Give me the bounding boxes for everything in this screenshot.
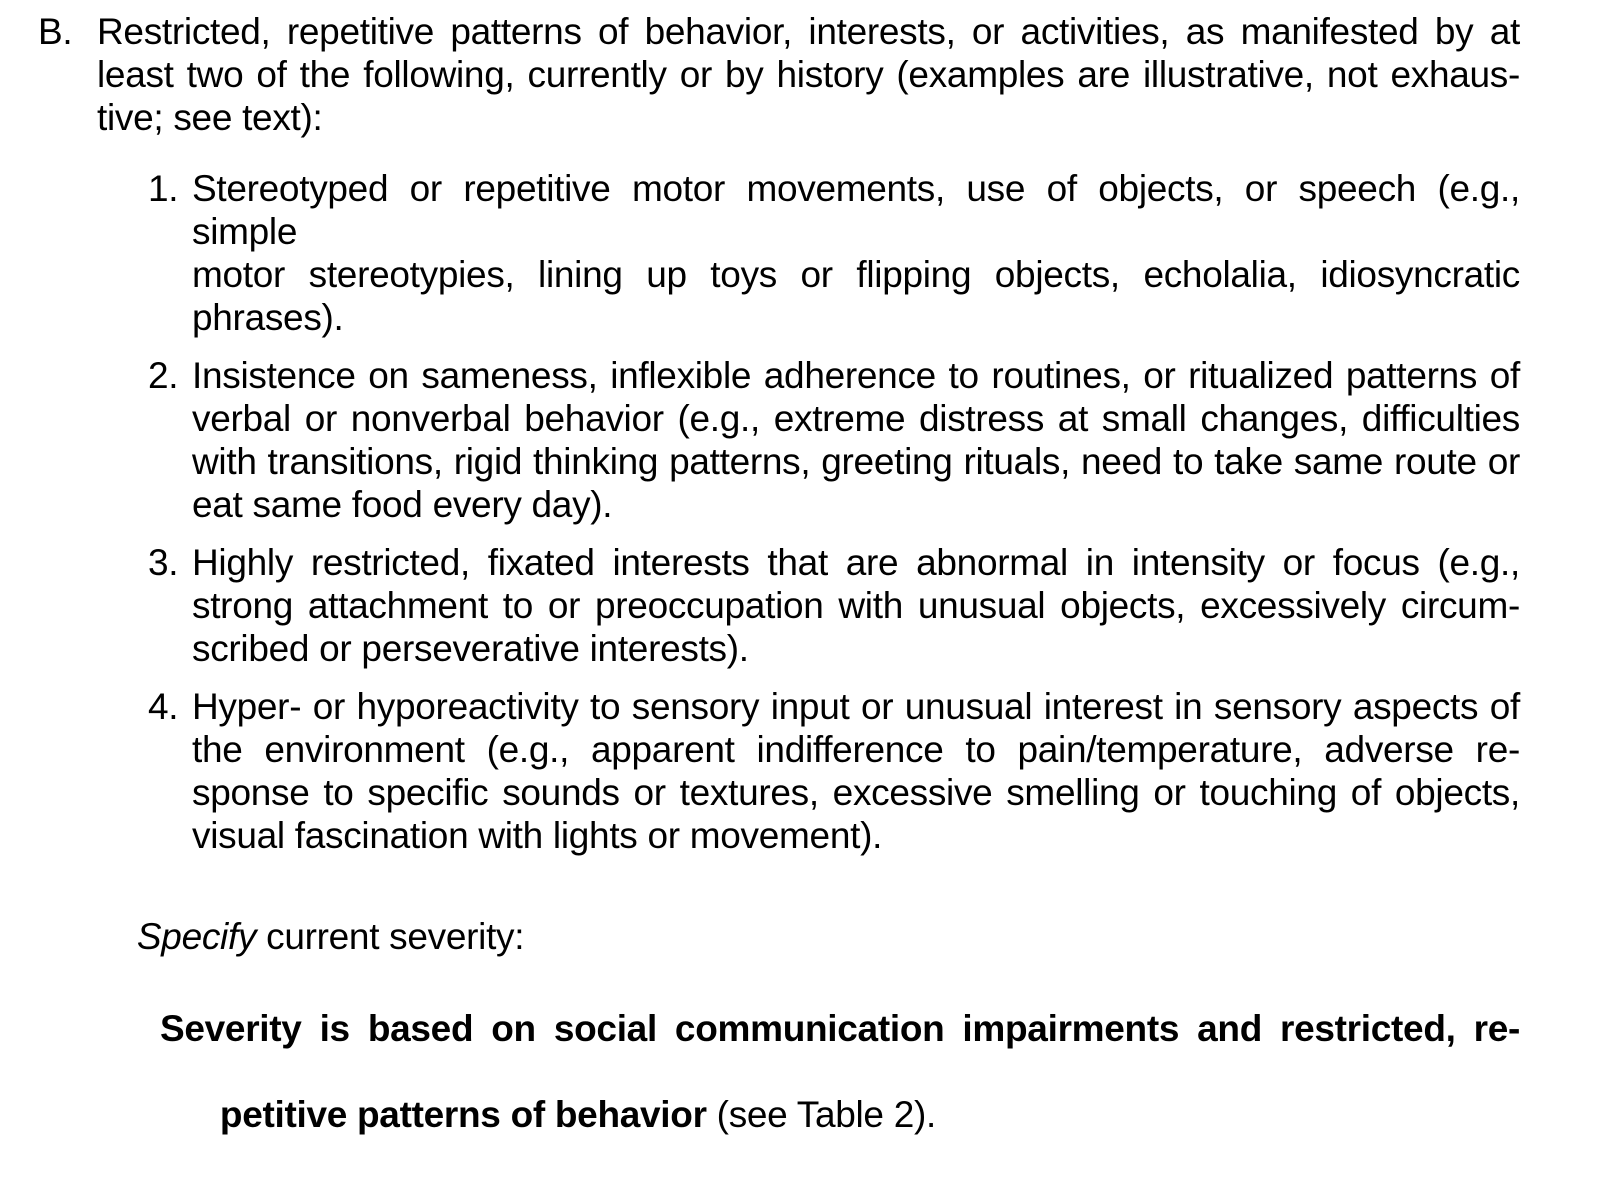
item-2-line-1: Insistence on sameness, inflexible adherence to routines, or ritualized patterns of: [192, 355, 1520, 396]
item-2-text: [192, 354, 1520, 526]
item-2-line-4: eat same food every day).: [192, 484, 613, 525]
item-3-line-1: Highly restricted, fixated interests that are abnormal in intensity or focus (e.g.,: [192, 542, 1520, 583]
severity-line-2-regular: (see Table 2).: [706, 1094, 936, 1135]
item-4-line-1: Hyper- or hyporeactivity to sensory input or unusual interest in sensory aspects of: [192, 686, 1520, 727]
list-item-2: [148, 354, 1520, 526]
item-3-number: 3.: [148, 542, 179, 583]
item-4-text: [192, 685, 1520, 857]
criterion-b-line-3: tive; see text):: [97, 97, 323, 138]
item-3-line-2: strong attachment to or preoccupation with unusual objects, excessively circum-: [192, 585, 1520, 626]
criterion-b-label: B.: [38, 11, 73, 52]
specify-rest-text: current severity:: [256, 916, 525, 957]
severity-line-1: Severity is based on social communication impairments and restricted, re-: [160, 1008, 1520, 1049]
item-1-line-2: motor stereotypies, lining up toys or flipping objects, echolalia, idiosyncratic: [192, 254, 1520, 295]
item-2-number: 2.: [148, 355, 179, 396]
criterion-b: [38, 10, 1520, 139]
item-3-text: [192, 541, 1520, 670]
criterion-b-line-1: Restricted, repetitive patterns of behavior, interests, or activities, as manifested by at: [97, 11, 1520, 52]
item-4-line-2: the environment (e.g., apparent indifference to pain/temperature, adverse re-: [192, 729, 1520, 770]
item-4-line-3: sponse to specific sounds or textures, excessive smelling or touching of objects,: [192, 772, 1520, 813]
item-1-line-1: Stereotyped or repetitive motor movements, use of objects, or speech (e.g., simple: [192, 168, 1530, 252]
specify-severity-line: [97, 872, 1520, 1001]
item-1-line-3: phrases).: [192, 297, 344, 338]
list-item-1: [148, 167, 1530, 339]
item-1-number: 1.: [148, 168, 179, 209]
list-item-3: [148, 541, 1520, 670]
item-2-line-3: with transitions, rigid thinking patterns, greeting rituals, need to take same route or: [192, 441, 1520, 482]
item-4-number: 4.: [148, 686, 179, 727]
list-item-4: [148, 685, 1520, 857]
item-2-line-2: verbal or nonverbal behavior (e.g., extreme distress at small changes, difficulties: [192, 398, 1520, 439]
severity-line-2: [160, 1050, 1520, 1179]
criterion-b-text: [97, 10, 1520, 139]
specify-italic-word: Specify: [136, 916, 257, 957]
item-3-line-3: scribed or perseverative interests).: [192, 628, 749, 669]
severity-note: [160, 1007, 1520, 1179]
criterion-b-line-2: least two of the following, currently or by history (examples are illustrative, not exhaus-: [97, 54, 1520, 95]
item-4-line-4: visual fascination with lights or movement).: [192, 815, 883, 856]
severity-line-2-bold: petitive patterns of behavior: [219, 1094, 707, 1135]
item-1-text: [192, 167, 1530, 339]
